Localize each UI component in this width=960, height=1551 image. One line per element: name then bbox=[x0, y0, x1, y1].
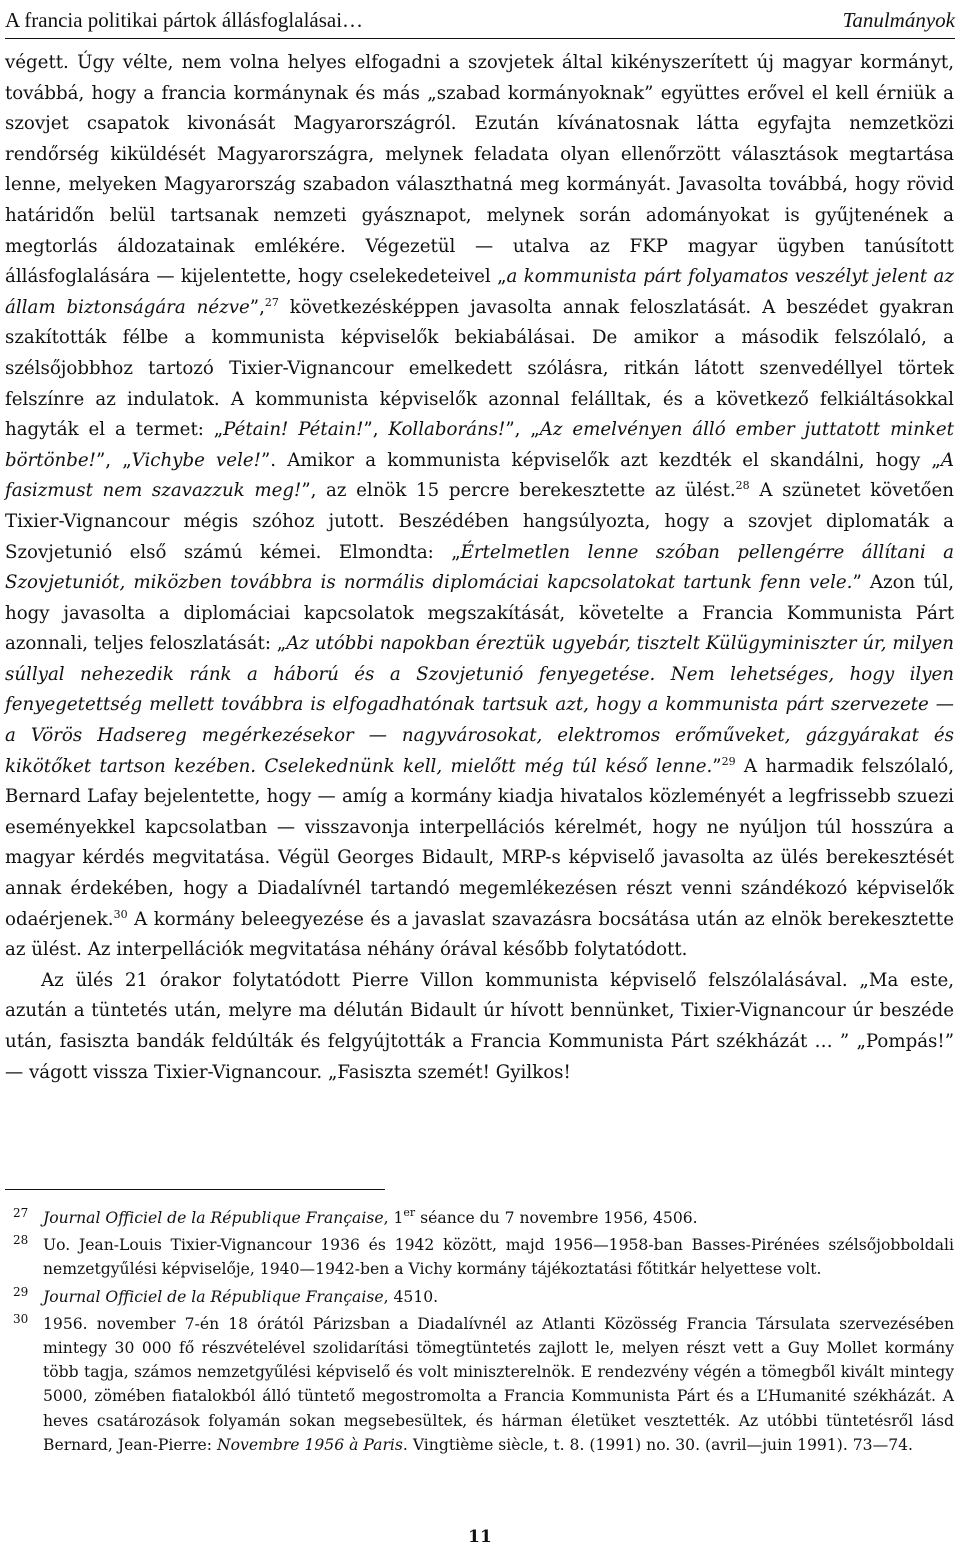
text-run: ” Azon túl, hogy javasolta a diplomáciai kapcsolatok megszakítását, követelte a Francia Kommunista Párt azonnali, teljes feloszlatását: „ bbox=[5, 572, 954, 655]
italic-run: Novembre 1956 à Paris bbox=[216, 1435, 403, 1454]
footnote-number: 28 bbox=[13, 1233, 29, 1248]
text-run: A kormány beleegyezése és a javaslat szavazásra bocsátása után az elnök berekesztette az ülést. Az interpellációk megvitatása néhány órával később folytatódott. bbox=[5, 908, 954, 961]
italic-run: a kommunista párt folyamatos veszélyt jelent az állam biztonságára nézve bbox=[5, 266, 954, 318]
paragraph-2: Az ülés 21 órakor folytatódott Pierre Villon kommunista képviselő felszólalásával. „Ma este, azután a tüntetés után, melyre ma délután Bidault úr hívott bennünket, Tixier-Vignancour úr beszéde után, fasiszta bandák feldúlták és felgyújtották a Francia Kommunista Párt székházát … ” „Pompás!” — vágott vissza Tixier-Vignancour. „Fasiszta szemét! Gyilkos! bbox=[5, 969, 954, 1083]
text-run: következésképpen javasolta annak feloszlatását. A beszédet gyakran szakították félbe a kommunista képviselők bekiabálásai. De amikor a második felszólaló, a szélsőjobbhoz tartozó Tixier-Vignancour emelkedett szólásra, ritkán látott szenvedéllyel törtek felszínre az indulatok. A kommunista képviselők azonnal felálltak, és a következő felkiáltásokkal hagyták el a termet: „ bbox=[5, 296, 954, 441]
footnote bbox=[5, 1285, 954, 1309]
footnote-number: 27 bbox=[13, 1206, 29, 1220]
page-number: 11 bbox=[468, 1527, 492, 1547]
text-run: ”, bbox=[249, 296, 265, 318]
running-header bbox=[5, 6, 955, 39]
text-run: A harmadik felszólaló, Bernard Lafay bejelentette, hogy — amíg a kormány kiadja hivatalos közleményét a legfrissebb szuezi eseményekkel kapcsolatban — visszavonja interpellációs kérelmét, hogy ne nyúljon túl hosszúra a magyar kérdés megvitatása. Végül Georges Bidault, MRP-s képviselő javasolta az ülés berekesztését annak érdekében, hogy a Diadalívnél tartandó megemlékezésen részt venni szándékozó képviselők odaérjenek. bbox=[5, 755, 954, 930]
text-run: , 1 bbox=[383, 1209, 404, 1227]
footnote-ref: er bbox=[403, 1206, 416, 1219]
footnote bbox=[5, 1312, 954, 1457]
text-run: ”, „ bbox=[95, 449, 132, 471]
footnotes bbox=[5, 1206, 954, 1457]
italic-run: Vichybe vele! bbox=[131, 449, 261, 471]
footnote-number: 29 bbox=[13, 1284, 29, 1299]
italic-run: Pétain! Pétain! bbox=[223, 419, 364, 441]
footnote-ref: 28 bbox=[735, 479, 750, 493]
text-run: 1956. november 7-én 18 órától Párizsban a Diadalívnél az Atlanti Közösség Francia Társulata szervezésében mintegy 30 000 fő részvételével szolidarítási tömegtüntetés zajlott le, melyen részt vett a Guy Mollet kormány több tagja, számos nemzetgyűlési képviselő és volt miniszterelnök. E rendezvény végén a tömegből kivált mintegy 5000, zömében fiatalokból álló tüntető megostromolta a Francia Kommunista Párt és a L’Humanité székházát. A heves csatározások folyamán sokan megsebesültek, és hárman életüket vesztették. Az utóbbi tüntetésről lásd Bernard, Jean-Pierre: bbox=[43, 1314, 954, 1454]
footnote bbox=[5, 1233, 954, 1281]
text-run: ”, „ bbox=[505, 419, 540, 441]
italic-run: Az emelvényen álló ember juttatott minket börtönbe! bbox=[5, 419, 954, 471]
footnote-ref: 29 bbox=[721, 754, 736, 768]
main-text bbox=[5, 48, 954, 1088]
text-run: séance du 7 novembre 1956, 4506. bbox=[415, 1209, 698, 1227]
text-run: , 4510. bbox=[383, 1287, 439, 1306]
footnote-number: 30 bbox=[13, 1311, 29, 1326]
footnote bbox=[5, 1206, 954, 1230]
footnote-ref: 30 bbox=[113, 907, 128, 921]
text-run: A szünetet követően Tixier-Vignancour mégis szóhoz jutott. Beszédében hangsúlyozta, hogy a szovjet diplomaták a Szovjetunió első számú kémei. Elmondta: „ bbox=[5, 480, 954, 563]
italic-run: Kollaboráns! bbox=[388, 419, 506, 441]
text-run: ”. Amikor a kommunista képviselők azt kezdték el skandálni, hogy „ bbox=[260, 449, 941, 471]
italic-run: Az utóbbi napokban éreztük ugyebár, tisztelt Külügyminiszter úr, milyen súllyal nehezedik ránk a háború és a Szovjetunió fenyegetése. Nem lehetséges, hogy ilyen fenyegetettség mellett továbbra is elfogadhatónak tartsuk azt, hogy a kommunista párt szervezete — a Vörös Hadsereg megérkezésekor — nagyvárosokat, elektromos erőműveket, gázgyárakat és kikötőket tartson kezében. Cselekednünk kell, mielőtt még túl késő lenne. bbox=[5, 633, 954, 777]
italic-run: A fasizmust nem szavazzuk meg! bbox=[5, 449, 954, 502]
footnote-separator bbox=[5, 1189, 385, 1190]
header-section: Tanulmányok bbox=[842, 8, 955, 32]
text-run: Uo. Jean-Louis Tixier-Vignancour 1936 és 1942 között, majd 1956—1958-ban Basses-Pirénées szélsőjobboldali nemzetgyűlési képviselője, 1940—1942-ben a Vichy kormány tájékoztatási főtitkár helyettese volt. bbox=[43, 1236, 954, 1279]
italic-run: Journal Officiel de la République Française bbox=[43, 1209, 384, 1227]
text-run: ”, az elnök 15 percre berekesztette az ülést. bbox=[301, 480, 736, 502]
header-title: A francia politikai pártok állásfoglalásai… bbox=[5, 8, 364, 32]
footnote-ref: 27 bbox=[264, 295, 279, 309]
paragraph-1 bbox=[5, 48, 954, 966]
text-run: . Vingtième siècle, t. 8. (1991) no. 30. (avril—juin 1991). 73—74. bbox=[402, 1435, 913, 1454]
italic-run: Journal Officiel de la République Française bbox=[43, 1287, 384, 1306]
italic-run: Értelmetlen lenne szóban pellengérre állítani a Szovjetuniót, miközben továbbra is normális diplomáciai kapcsolatokat tartunk fenn vele. bbox=[5, 541, 955, 594]
text-run: végett. Úgy vélte, nem volna helyes elfogadni a szovjetek által kikényszerített új magyar kormányt, továbbá, hogy a francia kormánynak és más „szabad kormányoknak” együttes erővel el kell érniük a szovjet csapatok kivonását Magyarországról. Ezután kívánatosnak látta egyfajta nemzetközi rendőrség kiküldését Magyarországra, melynek feladata olyan ellenőrzött választások megtartása lenne, melyeken Magyarország szabadon választhatná meg kormányát. Javasolta továbbá, hogy rövid határidőn belül tartsanak nemzeti gyásznapot, melynek során adományokat is gyűjtenének a megtorlás áldozatainak emlékére. Végezetül — utalva az FKP magyar ügyben tanúsított állásfoglalására — kijelentette, hogy cselekedeteivel „ bbox=[5, 52, 954, 288]
text-run: ” bbox=[712, 755, 722, 777]
text-run: ”, bbox=[363, 419, 389, 441]
